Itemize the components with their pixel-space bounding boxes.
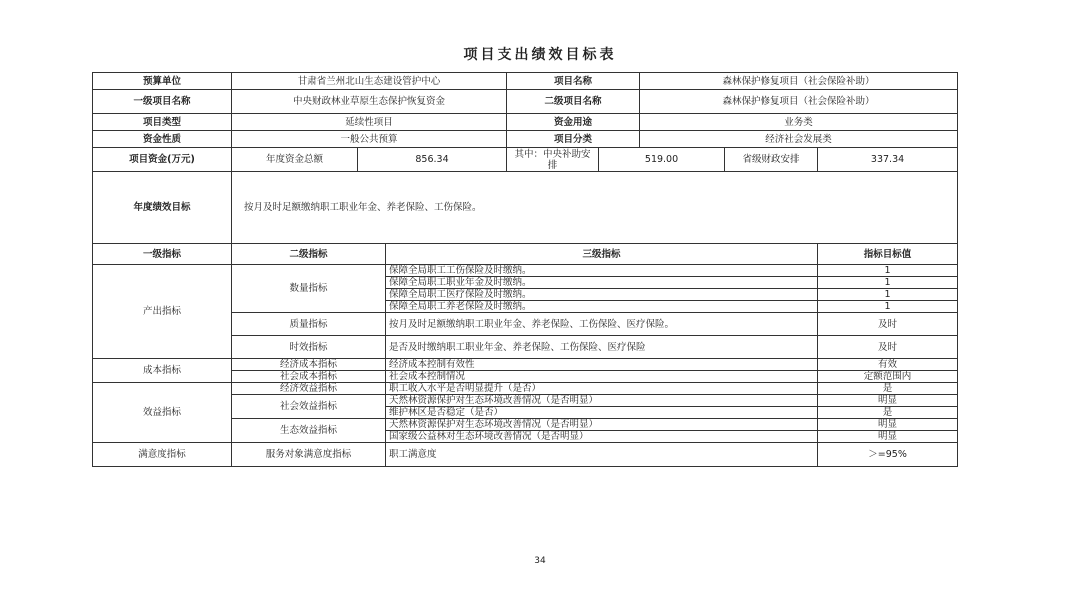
indicator-text: 按月及时足额缴纳职工职业年金、养老保险、工伤保险、医疗保险。 [386,313,818,336]
indicator-value: 定额范围内 [818,371,958,383]
econ-cost-indicator: 经济成本指标 [232,359,386,371]
indicator-text: 保障全局职工养老保险及时缴纳。 [386,301,818,313]
provincial-label: 省级财政安排 [725,148,818,172]
level2-name-label: 二级项目名称 [507,90,640,114]
indicator-value: 有效 [818,359,958,371]
fund-nature-value: 一般公共预算 [232,131,507,148]
indicator-value: 是 [818,383,958,395]
indicator-value: 1 [818,277,958,289]
social-benefit-indicator: 社会效益指标 [232,395,386,419]
indicator-text: 社会成本控制情况 [386,371,818,383]
indicator-value: 及时 [818,313,958,336]
indicator-value: 明显 [818,431,958,443]
indicator-value: 及时 [818,336,958,359]
table-row [93,359,958,371]
fund-nature-label: 资金性质 [93,131,232,148]
header-level1: 一级指标 [93,244,232,265]
indicator-value: 1 [818,301,958,313]
timeliness-indicator: 时效指标 [232,336,386,359]
header-level2: 二级指标 [232,244,386,265]
page-title: 项目支出绩效目标表 [463,47,617,63]
row-level1-name [93,90,958,114]
level2-name-value: 森林保护修复项目（社会保险补助） [640,90,958,114]
eco-benefit-indicator: 生态效益指标 [232,419,386,443]
goal-text: 按月及时足额缴纳职工职业年金、养老保险、工伤保险。 [232,172,958,244]
indicator-text: 维护林区是否稳定（是否） [386,407,818,419]
indicator-text: 是否及时缴纳职工职业年金、养老保险、工伤保险、医疗保险 [386,336,818,359]
header-target: 指标目标值 [818,244,958,265]
provincial-value: 337.34 [818,148,958,172]
indicator-text: 保障全局职工工伤保险及时缴纳。 [386,265,818,277]
indicator-text: 经济成本控制有效性 [386,359,818,371]
row-fund-nature [93,131,958,148]
header-level3: 三级指标 [386,244,818,265]
central-value: 519.00 [599,148,725,172]
row-annual-goal [93,172,958,244]
indicator-text: 职工收入水平是否明显提升（是否） [386,383,818,395]
budget-unit-label: 预算单位 [93,73,232,90]
benefit-indicator: 效益指标 [93,383,232,443]
central-label: 其中：中央补助安排 [507,148,599,172]
indicator-text: 职工满意度 [386,443,818,467]
level1-name-label: 一级项目名称 [93,90,232,114]
project-name-label: 项目名称 [507,73,640,90]
econ-benefit-indicator: 经济效益指标 [232,383,386,395]
row-budget-unit [93,73,958,90]
indicator-value: 1 [818,265,958,277]
indicator-value: 明显 [818,395,958,407]
fund-use-value: 业务类 [640,114,958,131]
project-type-label: 项目类型 [93,114,232,131]
row-indicator-headers [93,244,958,265]
row-project-type [93,114,958,131]
indicator-text: 保障全局职工医疗保险及时缴纳。 [386,289,818,301]
fund-use-label: 资金用途 [507,114,640,131]
output-indicator: 产出指标 [93,265,232,359]
indicator-text: 天然林资源保护对生态环境改善情况（是否明显） [386,419,818,431]
project-name-value: 森林保护修复项目（社会保险补助） [640,73,958,90]
table-row [93,265,958,277]
project-category-value: 经济社会发展类 [640,131,958,148]
budget-unit-value: 甘肃省兰州北山生态建设管护中心 [232,73,507,90]
quality-indicator: 质量指标 [232,313,386,336]
quantity-indicator: 数量指标 [232,265,386,313]
table-row [93,383,958,395]
cost-indicator: 成本指标 [93,359,232,383]
social-cost-indicator: 社会成本指标 [232,371,386,383]
indicator-value: 1 [818,289,958,301]
indicator-value: 是 [818,407,958,419]
indicator-text: 国家级公益林对生态环境改善情况（是否明显） [386,431,818,443]
service-satisfaction-indicator: 服务对象满意度指标 [232,443,386,467]
annual-total-value: 856.34 [358,148,507,172]
performance-table [92,72,958,467]
indicator-text: 保障全局职工职业年金及时缴纳。 [386,277,818,289]
indicator-text: 天然林资源保护对生态环境改善情况（是否明显） [386,395,818,407]
level1-name-value: 中央财政林业草原生态保护恢复资金 [232,90,507,114]
project-type-value: 延续性项目 [232,114,507,131]
fund-label: 项目资金(万元) [93,148,232,172]
row-project-fund [93,148,958,172]
page-number: 34 [534,556,546,566]
indicator-value: ＞=95% [818,443,958,467]
project-category-label: 项目分类 [507,131,640,148]
annual-total-label: 年度资金总额 [232,148,358,172]
indicator-value: 明显 [818,419,958,431]
goal-label: 年度绩效目标 [93,172,232,244]
table-row [93,443,958,467]
satisfaction-indicator: 满意度指标 [93,443,232,467]
